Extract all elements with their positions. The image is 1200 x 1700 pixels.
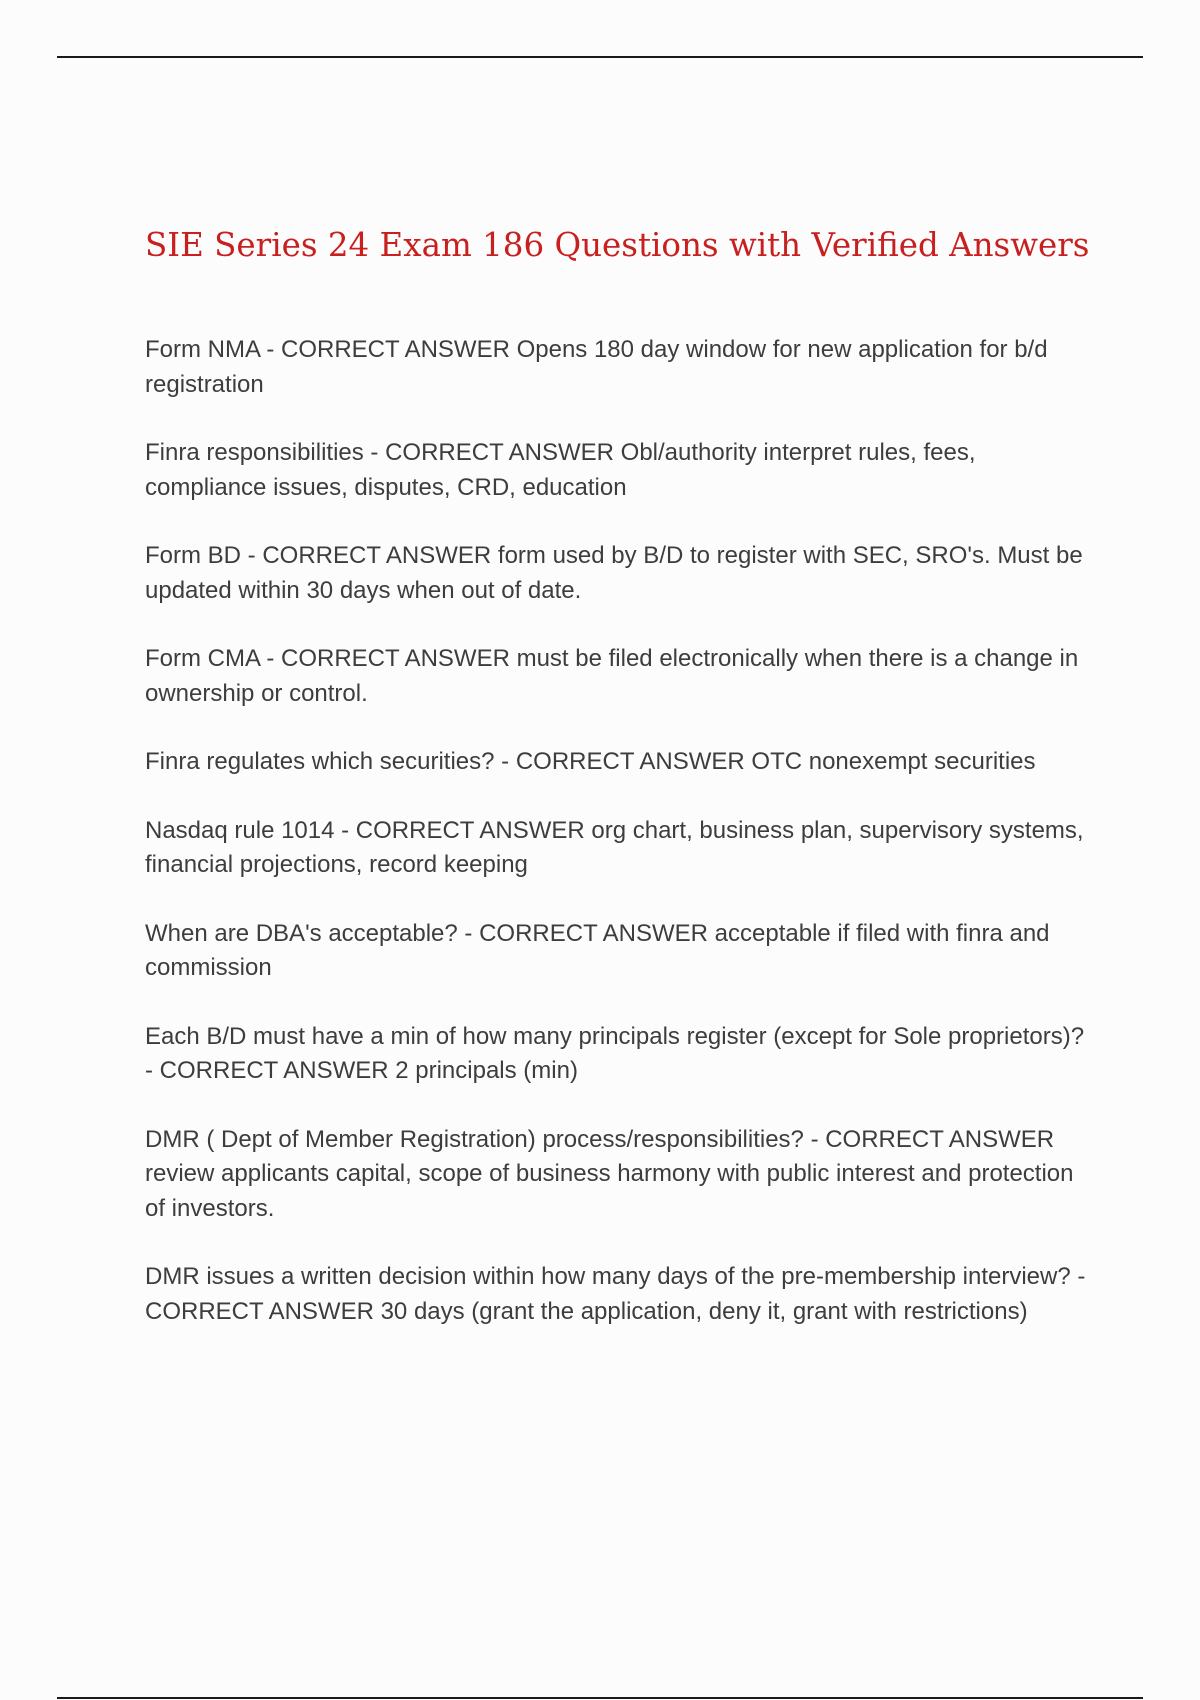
footer-rule	[57, 1697, 1143, 1699]
qa-item: Form NMA - CORRECT ANSWER Opens 180 day window for new application for b/d registration	[145, 336, 1048, 398]
qa-item: DMR ( Dept of Member Registration) process/responsibilities? - CORRECT ANSWER review applicants capital, scope of business harmony with public interest and protection of investors.	[145, 1125, 1074, 1222]
qa-item: Form BD - CORRECT ANSWER form used by B/D to register with SEC, SRO's. Must be updated within 30 days when out of date.	[145, 542, 1083, 604]
qa-item: Each B/D must have a min of how many principals register (except for Sole proprietors)? - CORRECT ANSWER 2 principals (min)	[145, 1022, 1085, 1084]
qa-list	[145, 333, 1090, 1363]
qa-item: Form CMA - CORRECT ANSWER must be filed electronically when there is a change in ownership or control.	[145, 645, 1079, 707]
qa-item: Finra regulates which securities? - CORRECT ANSWER OTC nonexempt securities	[145, 748, 1036, 775]
header-rule	[57, 56, 1143, 58]
qa-item: When are DBA's acceptable? - CORRECT ANSWER acceptable if filed with finra and commission	[145, 919, 1050, 981]
document-title: SIE Series 24 Exam 186 Questions with Verified Answers	[145, 226, 1090, 264]
qa-item: DMR issues a written decision within how many days of the pre-membership interview? - CORRECT ANSWER 30 days (grant the application, deny it, grant with restrictions)	[145, 1263, 1086, 1325]
qa-item: Nasdaq rule 1014 - CORRECT ANSWER org chart, business plan, supervisory systems, financial projections, record keeping	[145, 816, 1084, 878]
qa-item: Finra responsibilities - CORRECT ANSWER Obl/authority interpret rules, fees, compliance issues, disputes, CRD, education	[145, 439, 976, 501]
